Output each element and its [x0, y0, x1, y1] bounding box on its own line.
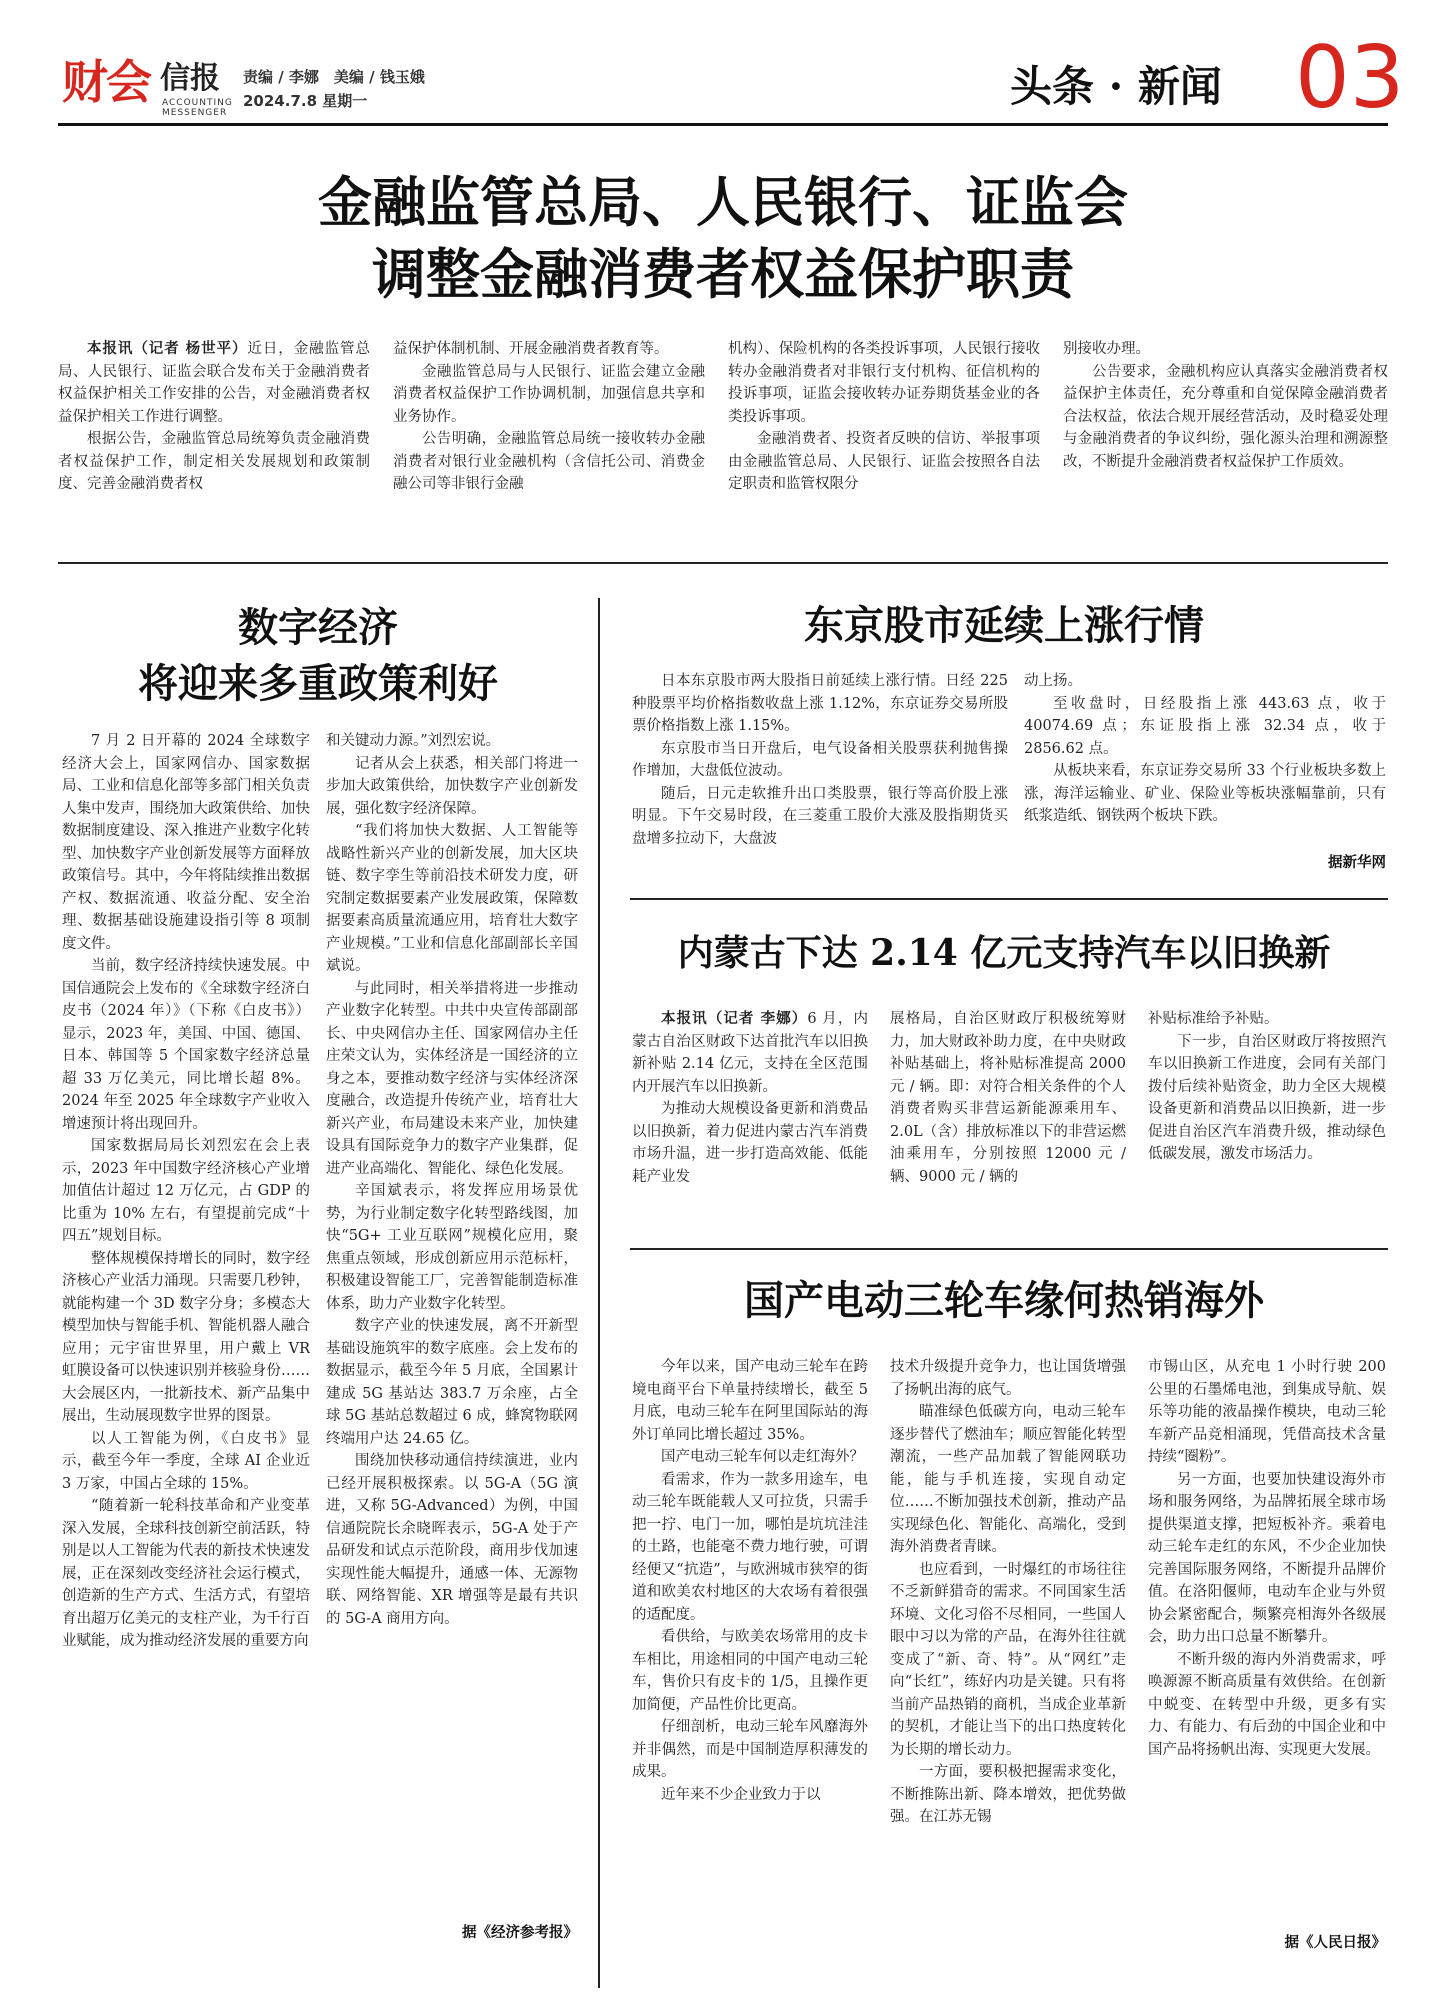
lead-paragraph: 别接收办理。 [1063, 341, 1150, 357]
tokyo-paragraph: 东京股市当日开盘后，电气设备相关股票获利抛售操作增加，大盘低位波动。 [632, 740, 1008, 779]
digital-paragraph: “我们将加快大数据、人工智能等战略性新兴产业的创新发展，加大区块链、数字孪生等前沿技术研发力度，研究制定数据要素产业发展政策，保障数据要素高质量流通应用，培育壮大数字产业规模。”工业和信息化部副部长辛国斌说。 [326, 823, 578, 974]
digital-paragraph: 围绕加快移动通信持续演进，业内已经开展积极探索。以 5G-A（5G 演进，又称 5G-Advanced）为例，中国信通院院长余晓晖表示，5G-A 处于产品研发和试点示范阶段，商用步伐加速实现性能大幅提升，通感一体、无源物联、网络智能、XR 增强等是最有共识的 5G-A 商用方向。 [326, 1453, 578, 1627]
logo-xinbao: 信报 [160, 61, 220, 96]
tricycle-paragraph: 另一方面，也要加快建设海外市场和服务网络，为品牌拓展全球市场提供渠道支撑，把短板补齐。乘着电动三轮车走红的东风，不少企业加快完善国际服务网络，不断提升品牌价值。在洛阳偃师，电动车企业与外贸协会紧密配合，频繁亮相海外各级展会，助力出口总量不断攀升。 [1148, 1471, 1386, 1645]
tricycle-paragraph: 近年来不少企业致力于以 [661, 1786, 821, 1803]
tricycle-column-2 [890, 1356, 1126, 1971]
masthead-rule [58, 123, 1388, 126]
lead-bottom-rule [58, 562, 1388, 564]
editors-credit: 责编 / 李娜 美编 / 钱玉娥 [243, 68, 425, 86]
inner-mongolia-column-3 [1148, 1008, 1386, 1238]
inner-mongolia-headline: 内蒙古下达 2.14 亿元支持汽车以旧换新 [677, 932, 1331, 974]
digital-column-2 [326, 730, 578, 1920]
digital-paragraph: 国家数据局局长刘烈宏在会上表示，2023 年中国数字经济核心产业增加值估计超过 12 万亿元，占 GDP 的比重为 10% 左右，有望提前完成“十四五”规划目标。 [62, 1138, 310, 1244]
digital-source: 据《经济参考报》 [462, 1925, 578, 1941]
digital-paragraph: “随着新一轮科技革命和产业变革深入发展，全球科技创新空前活跃，特别是以人工智能为代表的新技术快速发展，正在深刻改变经济社会运行模式，创造新的生产方式、生活方式，有望培育出超万亿美元的支柱产业，为千行百业赋能，成为推动经济发展的重要方向 [62, 1498, 310, 1649]
tokyo-headline: 东京股市延续上涨行情 [804, 602, 1204, 649]
tokyo-paragraph: 从板块来看，东京证券交易所 33 个行业板块多数上涨，海洋运输业、矿业、保险业等板块涨幅靠前，只有纸浆造纸、钢铁两个板块下跌。 [1024, 763, 1386, 824]
tokyo-bottom-rule [630, 898, 1388, 900]
logo-english-1: ACCOUNTING [162, 98, 233, 108]
lead-column-3 [728, 338, 1040, 548]
inner-mongolia-paragraph: 下一步，自治区财政厅将按照汽车以旧换新工作进度，会同有关部门拨付后续补贴资金，助力全区大规模设备更新和消费品以旧换新，进一步促进自治区汽车消费升级，推动绿色低碳发展，激发市场活力。 [1148, 1033, 1386, 1162]
digital-paragraph: 当前，数字经济持续快速发展。中国信通院会上发布的《全球数字经济白皮书（2024 年）》（下称《白皮书》）显示，2023 年，美国、中国、德国、日本、韩国等 5 个国家数字经济总量超 33 万亿美元，同比增长超 8%。2024 年至 2025 年全球数字产业收入增速预计将出现回升。 [62, 958, 310, 1132]
lead-paragraph: 公告明确，金融监管总局统一接收转办金融消费者对银行业金融机构（含信托公司、消费金融公司等非银行金融 [393, 431, 705, 492]
tokyo-paragraph: 日本东京股市两大股指日前延续上涨行情。日经 225 种股票平均价格指数收盘上涨 1.12%，东京证券交易所股票价格指数上涨 1.15%。 [632, 673, 1008, 734]
lead-column-2 [393, 338, 705, 548]
tricycle-column-1 [632, 1356, 868, 1971]
digital-paragraph: 7 月 2 日开幕的 2024 全球数字经济大会上，国家网信办、国家数据局、工业和信息化部等多部门相关负责人集中发声，围绕加大政策供给、加快数据制度建设、深入推进产业数字化转型、加快数字产业创新发展等方面释放政策信号。其中，今年将陆续推出数据产权、数据流通、收益分配、安全治理、数据基础设施建设指引等 8 项制度文件。 [62, 733, 310, 952]
lead-paragraph: 公告要求，金融机构应认真落实金融消费者权益保护主体责任，充分尊重和自觉保障金融消费者合法权益，依法合规开展经营活动，及时稳妥处理与金融消费者的争议纠纷，强化源头治理和溯源整改，不断提升金融消费者权益保护工作质效。 [1063, 363, 1388, 470]
tricycle-column-3 [1148, 1356, 1386, 1926]
lead-paragraph: 益保护体制机制、开展金融消费者教育等。 [393, 341, 669, 357]
tricycle-paragraph: 技术升级提升竞争力，也让国货增强了扬帆出海的底气。 [890, 1359, 1126, 1398]
lead-paragraph: 近日，金融监管总局、人民银行、证监会联合发布关于金融消费者权益保护相关工作安排的公告，对金融消费者权益保护相关工作进行调整。 [58, 341, 370, 425]
page-number: 03 [1295, 28, 1405, 128]
lead-paragraph: 根据公告，金融监管总局统筹负责金融消费者权益保护工作，制定相关发展规划和政策制度、完善金融消费者权 [58, 431, 370, 492]
digital-headline-1: 数字经济 [238, 604, 398, 651]
tokyo-paragraph: 动上扬。 [1024, 673, 1082, 689]
lead-column-4 [1063, 338, 1388, 548]
tricycle-paragraph: 一方面，要积极把握需求变化，不断推陈出新、降本增效，把优势做强。在江苏无锡 [890, 1764, 1126, 1825]
tricycle-paragraph: 也应看到，一时爆红的市场往往不乏新鲜猎奇的需求。不同国家生活环境、文化习俗不尽相同，一些国人眼中习以为常的产品，在海外往往就变成了“新、奇、特”。从“网红”走向“长红”，练好内功是关键。只有将当前产品热销的商机，当成企业革新的契机，才能让当下的出口热度转化为长期的增长动力。 [890, 1561, 1126, 1758]
tricycle-paragraph: 仔细剖析，电动三轮车风靡海外并非偶然，而是中国制造厚积薄发的成果。 [632, 1719, 868, 1780]
tricycle-headline: 国产电动三轮车缘何热销海外 [744, 1277, 1264, 1324]
tricycle-paragraph: 不断升级的海内外消费需求，呼唤源源不断高质量有效供给。在创新中蜕变、在转型中升级，更多有实力、有能力、有后劲的中国企业和中国产品将扬帆出海、实现更大发展。 [1148, 1651, 1386, 1758]
inner-mongolia-paragraph: 补贴标准给予补贴。 [1148, 1011, 1279, 1027]
inner-mongolia-column-2 [890, 1008, 1126, 1238]
digital-headline-2: 将迎来多重政策利好 [138, 660, 498, 707]
lead-headline-2: 调整金融消费者权益保护职责 [372, 243, 1074, 306]
issue-date: 2024.7.8 星期一 [243, 92, 368, 110]
inner-mongolia-bottom-rule [630, 1248, 1388, 1250]
inner-mongolia-paragraph: 6 月，内蒙古自治区财政下达首批汽车以旧换新补贴 2.14 亿元，支持在全区范围内开展汽车以旧换新。 [632, 1011, 868, 1095]
tricycle-paragraph: 看供给，与欧美农场常用的皮卡车相比，用途相同的中国产电动三轮车，售价只有皮卡的 1/5，且操作更加简便，产品性价比更高。 [632, 1629, 868, 1713]
lead-paragraph: 机构）、保险机构的各类投诉事项，人民银行接收转办金融消费者对非银行支付机构、征信机构的投诉事项，证监会接收转办证券期货基金业的各类投诉事项。 [728, 341, 1040, 425]
digital-paragraph: 辛国斌表示，将发挥应用场景优势，为行业制定数字化转型路线图，加快“5G+ 工业互联网”规模化应用，聚焦重点领域，形成创新应用示范标杆，积极建设智能工厂，完善智能制造标准体系，助力产业数字化转型。 [326, 1183, 578, 1312]
lead-headline-1: 金融监管总局、人民银行、证监会 [318, 171, 1128, 234]
tricycle-paragraph: 看需求，作为一款多用途车，电动三轮车既能载人又可拉货，只需手把一拧、电门一加，哪怕是坑坑洼洼的土路，也能毫不费力地行驶，可谓经便又“抗造”，与欧洲城市狭窄的街道和欧美农村地区的大农场有着很强的适配度。 [632, 1471, 868, 1623]
inner-mongolia-paragraph: 为推动大规模设备更新和消费品以旧换新，着力促进内蒙古汽车消费市场升温，进一步打造高效能、低能耗产业发 [632, 1101, 868, 1185]
inner-mongolia-byline: 本报讯（记者 李娜） [661, 1011, 808, 1027]
column-divider [598, 598, 600, 1988]
digital-paragraph: 数字产业的快速发展，离不开新型基础设施筑牢的数字底座。会上发布的数据显示，截至今年 5 月底，全国累计建成 5G 基站达 383.7 万余座，占全球 5G 基站总数超过 6 成，蜂窝物联网终端用户达 24.65 亿。 [326, 1318, 578, 1447]
tricycle-paragraph: 今年以来，国产电动三轮车在跨境电商平台下单量持续增长，截至 5 月底，电动三轮车在阿里国际站的海外订单同比增长超过 35%。 [632, 1359, 868, 1443]
tricycle-paragraph: 市锡山区，从充电 1 小时行驶 200 公里的石墨烯电池，到集成导航、娱乐等功能的液晶操作模块，电动三轮车新产品竞相涌现，凭借高技术含量持续“圈粉”。 [1148, 1359, 1386, 1465]
inner-mongolia-column-1 [632, 1008, 868, 1238]
lead-paragraph: 金融监管总局与人民银行、证监会建立金融消费者权益保护工作协调机制，加强信息共享和业务协作。 [393, 363, 705, 425]
section-title: 头条 · 新闻 [1010, 62, 1222, 111]
digital-paragraph: 记者从会上获悉，相关部门将进一步加大政策供给，加快数字产业创新发展，强化数字经济保障。 [326, 755, 578, 817]
digital-paragraph: 以人工智能为例，《白皮书》显示，截至今年一季度，全球 AI 企业近 3 万家，中国占全球的 15%。 [62, 1430, 310, 1492]
tokyo-column-1 [632, 670, 1008, 880]
tokyo-column-2 [1024, 670, 1386, 848]
lead-paragraph: 金融消费者、投资者反映的信访、举报事项由金融监管总局、人民银行、证监会按照各自法定职责和监管权限分 [728, 431, 1040, 492]
tokyo-paragraph: 随后，日元走软推升出口类股票，银行等高价股上涨明显。下午交易时段，在三菱重工股价大涨及股指期货买盘增多拉动下，大盘波 [632, 785, 1008, 847]
digital-paragraph: 与此同时，相关举措将进一步推动产业数字化转型。中共中央宣传部副部长、中央网信办主任、国家网信办主任庄荣文认为，实体经济是一国经济的立身之本，要推动数字经济与实体经济深度融合，改造提升传统产业，培育壮大新兴产业，布局建设未来产业，加快建设具有国际竞争力的数字产业集群，促进产业高端化、智能化、绿色化发展。 [326, 980, 578, 1177]
tokyo-paragraph: 至收盘时，日经股指上涨 443.63 点，收于 40074.69 点；东证股指上涨 32.34 点，收于 2856.62 点。 [1024, 695, 1386, 757]
inner-mongolia-paragraph: 展格局，自治区财政厅积极统筹财力，加大财政补助力度，在中央财政补贴基础上，将补贴标准提高 2000 元 / 辆。即：对符合相关条件的个人消费者购买非营运新能源乘用车、2.0L（含）排放标准以下的非营运燃油乘用车，分别按照 12000 元 / 辆、9000 元 / 辆的 [890, 1011, 1126, 1185]
tricycle-paragraph: 国产电动三轮车何以走红海外？ [661, 1449, 864, 1465]
lead-column-1 [58, 338, 370, 548]
digital-paragraph: 和关键动力源。”刘烈宏说。 [326, 733, 501, 749]
logo-english-2: MESSENGER [162, 108, 228, 118]
lead-byline: 本报讯（记者 杨世平） [87, 341, 248, 357]
tricycle-source: 据《人民日报》 [1284, 1935, 1386, 1951]
digital-column-1 [62, 730, 310, 1945]
tricycle-paragraph: 瞄准绿色低碳方向，电动三轮车逐步替代了燃油车；顺应智能化转型潮流，一些产品加载了智能网联功能，能与手机连接，实现自动定位……不断加强技术创新，推动产品实现绿色化、智能化、高端化，受到海外消费者青睐。 [890, 1404, 1126, 1555]
digital-paragraph: 整体规模保持增长的同时，数字经济核心产业活力涌现。只需要几秒钟，就能构建一个 3D 数字分身；多模态大模型加快与智能手机、智能机器人融合应用；元宇宙世界里，用户戴上 VR 虹膜设备可以快速识别并核验身份……大会展区内，一批新技术、新产品集中展出，生动展现数字世界的图景。 [62, 1250, 310, 1424]
tokyo-source: 据新华网 [1328, 855, 1386, 871]
logo-caihui: 财会 [62, 55, 150, 109]
